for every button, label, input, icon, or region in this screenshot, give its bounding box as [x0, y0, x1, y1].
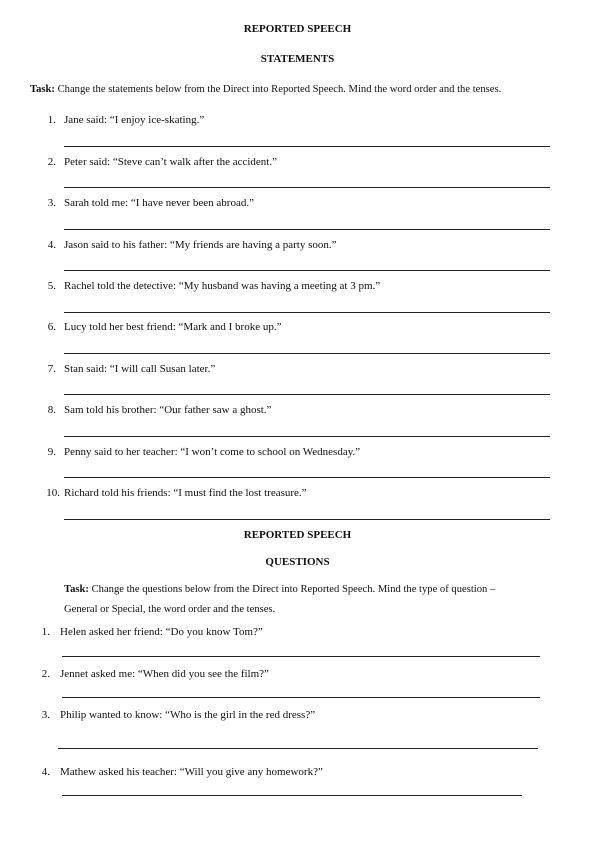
item-number: 7.	[47, 363, 56, 375]
item-text: Penny said to her teacher: “I won’t come to school on Wednesday.”	[64, 446, 361, 458]
item-number: 1.	[41, 626, 50, 638]
task-text: Change the statements below from the Direct into Reported Speech. Mind the word order and the tenses.	[57, 84, 502, 95]
answer-line[interactable]	[58, 748, 538, 749]
answer-line[interactable]	[64, 270, 550, 271]
item-text: Rachel told the detective: “My husband was having a meeting at 3 pm.”	[64, 280, 381, 292]
item-text: Sam told his brother: “Our father saw a ghost.”	[64, 404, 272, 416]
task-text-continued: General or Special, the word order and the tenses.	[64, 604, 276, 615]
answer-line[interactable]	[64, 436, 550, 437]
item-text: Jason said to his father: “My friends are having a party soon.”	[64, 239, 337, 251]
section-subtitle: STATEMENTS	[260, 53, 335, 65]
item-text: Helen asked her friend: “Do you know Tom?”	[60, 626, 263, 638]
item-number: 10.	[46, 487, 60, 499]
item-text: Lucy told her best friend: “Mark and I broke up.”	[64, 321, 282, 333]
answer-line[interactable]	[64, 477, 550, 478]
answer-line[interactable]	[62, 795, 522, 796]
answer-line[interactable]	[64, 519, 550, 520]
task-label: Task:	[30, 84, 55, 95]
item-number: 9.	[47, 446, 56, 458]
item-number: 2.	[41, 668, 50, 680]
item-text: Jane said: “I enjoy ice-skating.”	[64, 114, 205, 126]
item-number: 4.	[47, 239, 56, 251]
item-text: Mathew asked his teacher: “Will you give any homework?”	[60, 766, 323, 778]
item-text: Peter said: “Steve can’t walk after the accident.”	[64, 156, 277, 168]
item-number: 6.	[47, 321, 56, 333]
item-text: Sarah told me: “I have never been abroad.”	[64, 197, 254, 209]
item-text: Jennet asked me: “When did you see the film?”	[60, 668, 269, 680]
item-number: 5.	[47, 280, 56, 292]
item-number: 3.	[47, 197, 56, 209]
answer-line[interactable]	[62, 697, 540, 698]
section-subtitle: QUESTIONS	[265, 556, 330, 568]
answer-line[interactable]	[64, 394, 550, 395]
answer-line[interactable]	[64, 146, 550, 147]
task-label: Task:	[64, 584, 89, 595]
item-text: Philip wanted to know: “Who is the girl in the red dress?”	[60, 709, 316, 721]
answer-line[interactable]	[64, 353, 550, 354]
section-title: REPORTED SPEECH	[243, 23, 352, 35]
task-text: Change the questions below from the Direct into Reported Speech. Mind the type of question –	[91, 584, 496, 595]
task-instruction	[64, 584, 495, 595]
item-number: 8.	[47, 404, 56, 416]
item-number: 4.	[41, 766, 50, 778]
answer-line[interactable]	[64, 229, 550, 230]
answer-line[interactable]	[64, 187, 550, 188]
item-number: 1.	[47, 114, 56, 126]
item-text: Richard told his friends: “I must find the lost treasure.”	[64, 487, 307, 499]
answer-line[interactable]	[62, 656, 540, 657]
item-number: 3.	[41, 709, 50, 721]
section-title: REPORTED SPEECH	[243, 529, 352, 541]
answer-line[interactable]	[64, 312, 550, 313]
item-text: Stan said: “I will call Susan later.”	[64, 363, 216, 375]
task-instruction	[30, 84, 501, 95]
item-number: 2.	[47, 156, 56, 168]
